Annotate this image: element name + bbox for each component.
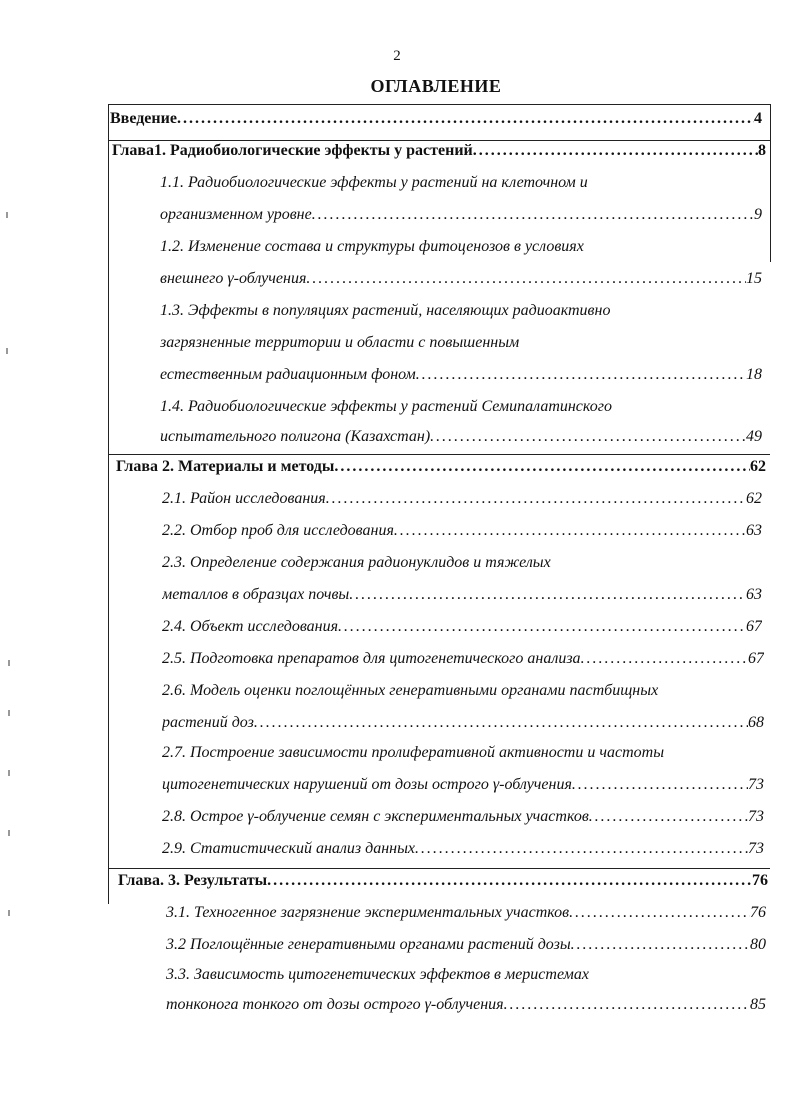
toc-label: 3.2 Поглощённые генеративными органами растений дозы bbox=[166, 936, 571, 953]
toc-page: 15 bbox=[746, 270, 762, 287]
scan-speck bbox=[8, 770, 10, 776]
toc-entry-2-4[interactable] bbox=[162, 618, 762, 642]
toc-page: 63 bbox=[746, 522, 762, 539]
toc-entry-1-3[interactable] bbox=[160, 366, 762, 390]
toc-entry-3-3-line1 bbox=[166, 966, 764, 990]
toc-label: растений доз bbox=[162, 714, 254, 731]
toc-entry-3-1[interactable] bbox=[166, 904, 766, 928]
toc-leader bbox=[394, 522, 746, 540]
toc-label: 3.3. Зависимость цитогенетических эффектов в меристемах bbox=[166, 966, 589, 983]
toc-entry-chapter-1[interactable] bbox=[112, 142, 766, 166]
toc-page: 76 bbox=[752, 872, 768, 889]
toc-page: 80 bbox=[750, 936, 766, 953]
toc-label: организменном уровне bbox=[160, 206, 312, 223]
toc-page: 68 bbox=[748, 714, 764, 731]
toc-label: тонконога тонкого от дозы острого γ-облучения bbox=[166, 996, 504, 1013]
toc-entry-chapter-2[interactable] bbox=[116, 458, 766, 482]
toc-page: 62 bbox=[746, 490, 762, 507]
toc-label: испытательного полигона (Казахстан) bbox=[160, 428, 431, 445]
toc-page: 85 bbox=[750, 996, 766, 1013]
table-rule-chapter1 bbox=[108, 140, 770, 141]
toc-label: загрязненные территории и области с повышенным bbox=[160, 334, 520, 351]
toc-entry-2-2[interactable] bbox=[162, 522, 762, 546]
toc-leader bbox=[473, 142, 758, 160]
toc-entry-1-1-line1 bbox=[160, 174, 760, 198]
toc-leader bbox=[338, 618, 746, 636]
toc-leader bbox=[416, 366, 746, 384]
toc-leader bbox=[177, 110, 754, 128]
toc-entry-2-3[interactable] bbox=[162, 586, 762, 610]
toc-page: 8 bbox=[758, 142, 766, 159]
toc-label: 2.5. Подготовка препаратов для цитогенетического анализа bbox=[162, 650, 581, 667]
toc-label: 3.1. Техногенное загрязнение экспериментальных участков bbox=[166, 904, 570, 921]
toc-label: цитогенетических нарушений от дозы острого γ-облучения bbox=[162, 776, 572, 793]
toc-label: Глава1. Радиобиологические эффекты у растений bbox=[112, 142, 473, 159]
toc-entry-1-4-line1 bbox=[160, 398, 760, 422]
toc-entry-2-6[interactable] bbox=[162, 714, 764, 738]
toc-entry-2-3-line1 bbox=[162, 554, 760, 578]
toc-page: 73 bbox=[748, 776, 764, 793]
toc-entry-chapter-3[interactable] bbox=[118, 872, 768, 896]
table-rule-chapter2 bbox=[108, 454, 770, 455]
toc-label: естественным радиационным фоном bbox=[160, 366, 416, 383]
toc-leader bbox=[326, 490, 746, 508]
toc-entry-2-5[interactable] bbox=[162, 650, 764, 674]
toc-label: 2.8. Острое γ-облучение семян с экспериментальных участков bbox=[162, 808, 589, 825]
toc-entry-3-3[interactable] bbox=[166, 996, 766, 1020]
toc-entry-1-1[interactable] bbox=[160, 206, 762, 230]
page-number: 2 bbox=[393, 48, 401, 64]
toc-label: 2.9. Статистический анализ данных bbox=[162, 840, 416, 857]
scan-speck bbox=[6, 348, 8, 354]
toc-leader bbox=[254, 714, 748, 732]
toc-label: металлов в образцах почвы bbox=[162, 586, 350, 603]
toc-leader bbox=[430, 428, 746, 446]
toc-leader bbox=[349, 586, 746, 604]
toc-entry-2-7-line1 bbox=[162, 744, 772, 768]
scan-speck bbox=[8, 910, 10, 916]
toc-leader bbox=[571, 936, 750, 954]
toc-entry-3-2[interactable] bbox=[166, 936, 766, 960]
toc-label: Введение bbox=[110, 110, 177, 127]
toc-entry-intro[interactable] bbox=[110, 110, 762, 134]
toc-label: 2.2. Отбор проб для исследования bbox=[162, 522, 394, 539]
scan-speck bbox=[8, 660, 10, 666]
toc-leader bbox=[306, 270, 746, 288]
toc-entry-2-7[interactable] bbox=[162, 776, 764, 800]
toc-page: 67 bbox=[746, 618, 762, 635]
toc-label: 2.7. Построение зависимости пролиферативной активности и частоты bbox=[162, 744, 665, 761]
toc-label: внешнего γ-облучения bbox=[160, 270, 307, 287]
toc-entry-1-2[interactable] bbox=[160, 270, 762, 294]
table-rule-top bbox=[108, 104, 770, 105]
toc-page: 67 bbox=[748, 650, 764, 667]
toc-page: 4 bbox=[754, 110, 762, 127]
toc-page: 18 bbox=[746, 366, 762, 383]
table-rule-right bbox=[770, 104, 771, 262]
scan-speck bbox=[8, 710, 10, 716]
toc-leader bbox=[334, 458, 750, 476]
scan-speck bbox=[8, 830, 10, 836]
toc-page: 63 bbox=[746, 586, 762, 603]
toc-page: 62 bbox=[750, 458, 766, 475]
toc-label: 1.3. Эффекты в популяциях растений, населяющих радиоактивно bbox=[160, 302, 611, 319]
toc-leader bbox=[312, 206, 754, 224]
toc-title: ОГЛАВЛЕНИЕ bbox=[370, 76, 502, 96]
toc-page: 76 bbox=[750, 904, 766, 921]
toc-entry-2-6-line1 bbox=[162, 682, 772, 706]
table-rule-left bbox=[108, 104, 109, 904]
toc-page: 9 bbox=[754, 206, 762, 223]
toc-leader bbox=[589, 808, 748, 826]
toc-label: 2.6. Модель оценки поглощённых генеративными органами пастбищных bbox=[162, 682, 659, 699]
toc-label: 2.4. Объект исследования bbox=[162, 618, 339, 635]
toc-leader bbox=[504, 996, 750, 1014]
toc-page: 73 bbox=[748, 808, 764, 825]
toc-entry-1-2-line1 bbox=[160, 238, 760, 262]
table-rule-chapter3 bbox=[108, 868, 770, 869]
toc-entry-1-4[interactable] bbox=[160, 428, 762, 452]
toc-leader bbox=[415, 840, 748, 858]
toc-entry-2-8[interactable] bbox=[162, 808, 764, 832]
toc-page: 73 bbox=[748, 840, 764, 857]
toc-label: 1.2. Изменение состава и структуры фитоценозов в условиях bbox=[160, 238, 584, 255]
toc-leader bbox=[581, 650, 748, 668]
scan-speck bbox=[6, 212, 8, 218]
toc-leader bbox=[569, 904, 750, 922]
toc-entry-2-1[interactable] bbox=[162, 490, 762, 514]
toc-page: 49 bbox=[746, 428, 762, 445]
toc-label: Глава 2. Материалы и методы bbox=[116, 458, 335, 475]
toc-leader bbox=[267, 872, 752, 890]
toc-label: 1.1. Радиобиологические эффекты у растений на клеточном и bbox=[160, 174, 588, 191]
toc-entry-1-3-line1 bbox=[160, 302, 760, 326]
toc-leader bbox=[572, 776, 748, 794]
toc-label: 2.3. Определение содержания радионуклидов и тяжелых bbox=[162, 554, 551, 571]
toc-label: 1.4. Радиобиологические эффекты у растений Семипалатинского bbox=[160, 398, 613, 415]
toc-entry-2-9[interactable] bbox=[162, 840, 764, 864]
toc-label: Глава. 3. Результаты bbox=[118, 872, 268, 889]
toc-entry-1-3-line2 bbox=[160, 334, 760, 358]
toc-label: 2.1. Район исследования bbox=[162, 490, 326, 507]
